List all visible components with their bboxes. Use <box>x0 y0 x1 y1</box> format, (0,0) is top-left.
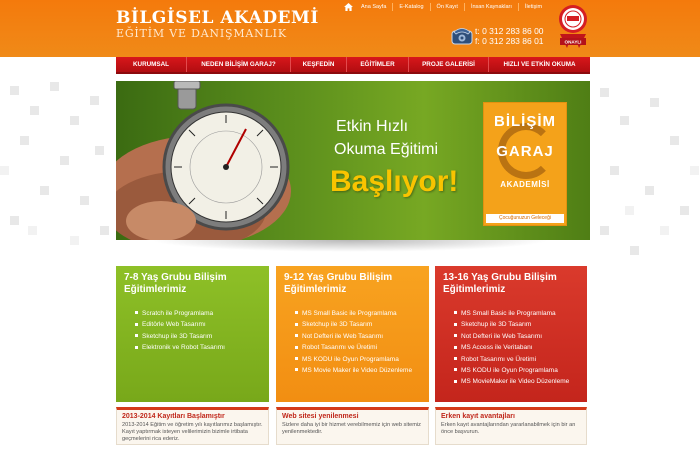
course-list <box>443 308 579 388</box>
phone-fax: f: 0 312 283 86 01 <box>475 36 544 46</box>
banner-shadow <box>150 240 550 252</box>
course-list <box>124 308 261 354</box>
course-item[interactable]: MS Movie Maker ile Video Düzenleme <box>284 365 421 376</box>
banner-line-3: Başlıyor! <box>330 165 459 198</box>
banner-line-2: Okuma Eğitimi <box>334 141 439 158</box>
top-link-hr[interactable]: İnsan Kaynakları <box>464 3 518 11</box>
bilisim-garaj-logo <box>483 102 567 226</box>
stopwatch-icon <box>116 81 336 240</box>
news-box[interactable] <box>116 407 269 445</box>
bullet-icon <box>295 311 298 314</box>
site-header <box>0 0 700 57</box>
course-box-title[interactable]: 13-16 Yaş Grubu Bilişim Eğitimlerimiz <box>443 272 557 295</box>
course-item[interactable]: Elektronik ve Robot Tasarımı <box>124 342 261 353</box>
news-title[interactable]: 2013-2014 Kayıtları Başlamıştır <box>122 413 225 420</box>
news-body: Erken kayıt avantajlarından yararlanabilmek için bir an önce başvurun. <box>441 422 576 435</box>
logo-word-bilisim: BİLİŞİM <box>494 113 556 130</box>
phone-numbers <box>475 26 544 46</box>
course-box-13-16 <box>435 266 587 402</box>
nav-item-speed-reading[interactable]: HIZLI VE ETKİN OKUMA <box>488 57 590 72</box>
course-item[interactable]: Robot Tasarımı ve Üretimi <box>284 342 421 353</box>
bullet-icon <box>295 323 298 326</box>
nav-item-why-bilisim-garaj[interactable]: NEDEN BİLİŞİM GARAJ? <box>186 57 290 72</box>
news-box[interactable] <box>276 407 429 445</box>
logo-word-akademisi: AKADEMİSİ <box>500 180 550 189</box>
course-box-7-8 <box>116 266 269 402</box>
phone-icon <box>451 26 473 45</box>
bullet-icon <box>454 368 457 371</box>
logo-tagline: Çocuğunuzun Geleceği <box>486 214 564 223</box>
course-item[interactable]: MS KODU ile Oyun Programlama <box>284 354 421 365</box>
top-link-home[interactable]: Ana Sayfa <box>361 4 387 10</box>
banner-line-1: Etkin Hızlı <box>336 118 409 135</box>
course-item[interactable]: Robot Tasarımı ve Üretimi <box>443 354 579 365</box>
news-title[interactable]: Web sitesi yenilenmesi <box>282 413 359 420</box>
home-icon[interactable] <box>344 3 353 11</box>
bullet-icon <box>454 323 457 326</box>
course-item[interactable]: Editörle Web Tasarımı <box>124 319 261 330</box>
bullet-icon <box>135 346 138 349</box>
course-item[interactable]: Not Defteri ile Web Tasarımı <box>284 331 421 342</box>
top-link-preregistration[interactable]: Ön Kayıt <box>430 3 464 11</box>
course-item[interactable]: Sketchup ile 3D Tasarım <box>124 331 261 342</box>
bullet-icon <box>135 311 138 314</box>
nav-item-trainings[interactable]: EĞİTİMLER <box>346 57 408 72</box>
bullet-icon <box>135 334 138 337</box>
top-link-ecatalog[interactable]: E-Katalog <box>392 3 429 11</box>
course-item[interactable]: MS MovieMaker ile Video Düzenleme <box>443 376 579 387</box>
bullet-icon <box>454 311 457 314</box>
nav-item-discover[interactable]: KEŞFEDİN <box>290 57 346 72</box>
news-body: 2013-2014 Eğitim ve öğretim yılı kayıtlarımız başlamıştır. Kayıt yaptırmak isteyen velilerimizin bizimle irtibata geçmelerini rica ederiz. <box>122 422 263 442</box>
main-nav <box>116 57 590 74</box>
bullet-icon <box>454 357 457 360</box>
bullet-icon <box>454 380 457 383</box>
top-links <box>344 2 548 12</box>
course-item[interactable]: Sketchup ile 3D Tasarım <box>443 319 579 330</box>
bullet-icon <box>454 346 457 349</box>
phone-tel: t: 0 312 283 86 00 <box>475 26 544 36</box>
nav-item-project-gallery[interactable]: PROJE GALERİSİ <box>408 57 488 72</box>
approved-badge-icon <box>558 2 588 48</box>
course-box-title[interactable]: 9-12 Yaş Grubu Bilişim Eğitimlerimiz <box>284 272 393 295</box>
course-item[interactable]: MS Small Basic ile Programlama <box>284 308 421 319</box>
course-box-9-12 <box>276 266 429 402</box>
bullet-icon <box>295 368 298 371</box>
top-link-contact[interactable]: İletişim <box>518 3 548 11</box>
bullet-icon <box>295 346 298 349</box>
course-item[interactable]: MS Access ile Veritabanı <box>443 342 579 353</box>
course-box-title[interactable]: 7-8 Yaş Grubu Bilişim Eğitimlerimiz <box>124 272 227 295</box>
news-body: Sizlere daha iyi bir hizmet verebilmemiz için web sitemiz yenilenmektedir. <box>282 422 421 435</box>
course-item[interactable]: MS Small Basic ile Programlama <box>443 308 579 319</box>
news-title[interactable]: Erken kayıt avantajları <box>441 413 515 420</box>
course-item[interactable]: Sketchup ile 3D Tasarım <box>284 319 421 330</box>
logo-title: BİLGİSEL AKADEMİ <box>116 8 319 28</box>
bullet-icon <box>135 323 138 326</box>
course-item[interactable]: MS KODU ile Oyun Programlama <box>443 365 579 376</box>
news-box[interactable] <box>435 407 587 445</box>
badge-label: ONAYLI <box>564 39 582 45</box>
bullet-icon <box>295 334 298 337</box>
nav-item-corporate[interactable]: KURUMSAL <box>132 61 170 68</box>
logo-subtitle: EĞİTİM VE DANIŞMANLIK <box>116 27 287 40</box>
course-item[interactable]: Scratch ile Programlama <box>124 308 261 319</box>
logo-word-garaj: GARAJ <box>496 143 554 160</box>
course-item[interactable]: Not Defteri ile Web Tasarımı <box>443 331 579 342</box>
hero-banner[interactable] <box>116 81 590 240</box>
bullet-icon <box>454 334 457 337</box>
course-list <box>284 308 421 376</box>
site-logo[interactable] <box>116 9 319 41</box>
bullet-icon <box>295 357 298 360</box>
